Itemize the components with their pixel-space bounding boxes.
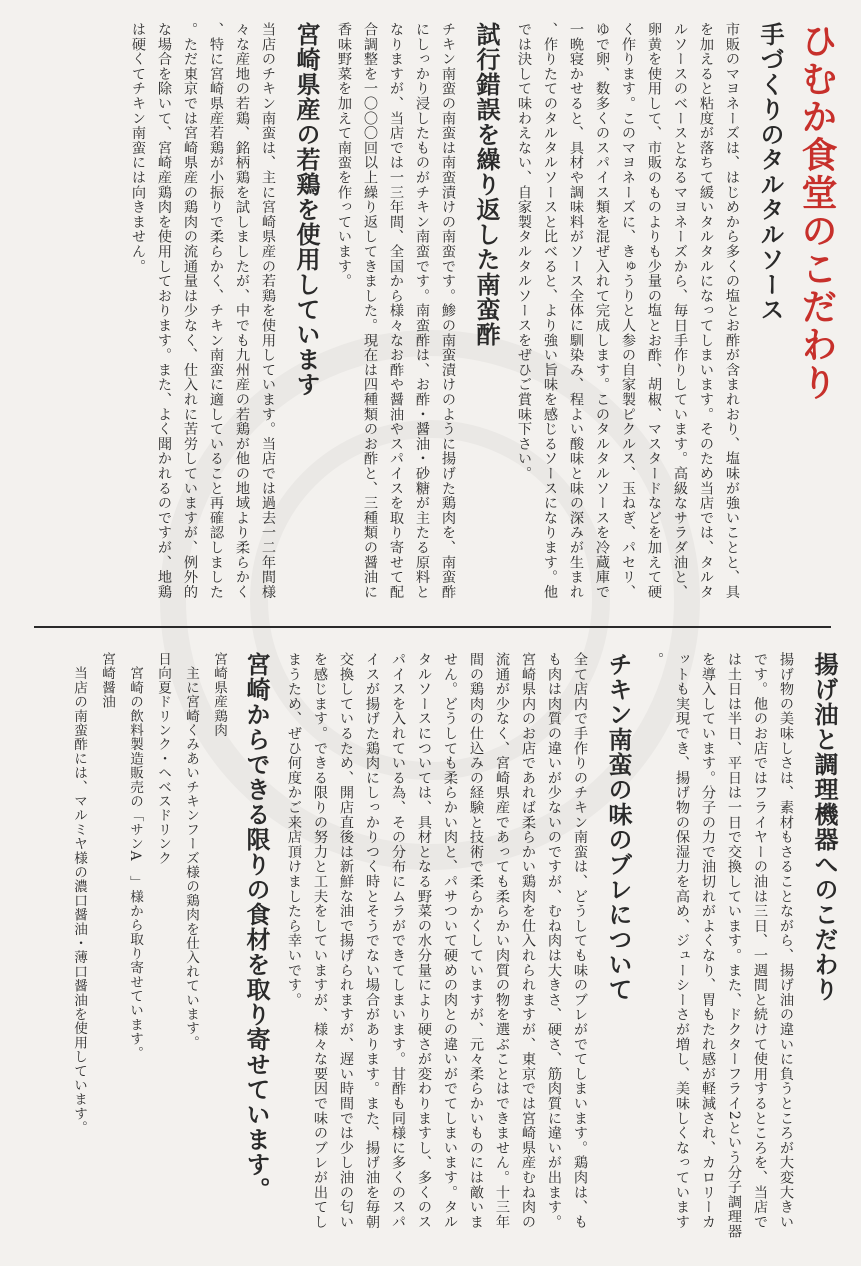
section-heading-tartar: 手づくりのタルタルソース — [756, 22, 785, 322]
source-item: 日向夏ドリンク・ヘベスドリンク — [155, 652, 171, 865]
section-body-miyazaki-chicken: 当店のチキン南蛮は、主に宮崎県産の若鶏を使用しています。当店では過去一二年間様々な産地の若鶏、銘柄鶏を試しましたが、中でも九州産の若鶏が他の地域より柔らかく、特に宮崎県産若鶏が小振りで柔らかく、チキン南蛮に適していること再確認しました。ただ東京では宮崎県産の鶏肉の流通量は少なく、仕入れに苦労していますが、例外的な場合を除いて、宮崎産鶏肉を使用しております。また、よく聞かれるのですが、地鶏は硬くてチキン南蛮には向きません。 — [130, 22, 276, 600]
source-detail: 主に宮崎くみあいチキンフーズ様の鶏肉を仕入れています。 — [183, 652, 199, 1050]
source-item: 宮崎県産鶏肉 — [211, 652, 227, 738]
source-detail: 当店の南蛮酢には、マルミヤ様の濃口醤油・薄口醤油を使用しています。 — [71, 652, 87, 1135]
section-heading-nanban-vinegar: 試行錯誤を繰り返した南蛮酢 — [472, 22, 501, 347]
section-heading-sourcing: 宮崎からできる限りの食材を取り寄せています。 — [242, 652, 271, 1202]
source-item: 宮崎醤油 — [99, 652, 115, 709]
section-heading-taste-variation: チキン南蛮の味のブレについて — [604, 652, 633, 1002]
section-body-tartar: 市販のマヨネーズは、はじめから多くの塩とお酢が含まれおり、塩味が強いことと、具を加えると粘度が落ちて緩いタルタルになってしまいます。そのため当店では、タルタルソースのベースとなるマヨネーズから、毎日手作りしています。高級なサラダ油と、卵黄を使用して、市販のものよりも少量の塩とお酢、胡椒、マスタードなどを加えて硬く作ります。このマヨネーズに、きゅうりと人参の自家製ピクルス、玉ねぎ、パセリ、ゆで卵、数多くのスパイス類を混ぜ入れて完成します。このタルタルソースを冷蔵庫で一晩寝かせると、具材や調味料がソース全体に馴染み、程よい酸味と味の深みが生まれ、作りたてのタルタルソースと比べると、より強い旨味を感じるソースになります。他では決して味わえない、自家製タルタルソースをぜひご賞味下さい。 — [516, 22, 740, 600]
section-body-taste-variation: 全て店内で手作りのチキン南蛮は、どうしても味のブレがでてしまいます。鶏肉は、もも肉は肉質の違いが少ないのですが、むね肉は大きさ、硬さ、筋肉質に違いが出ます。宮崎県内のお店であれば柔らかい鶏肉を仕入れられますが、東京では宮崎県産むね肉の流通が少なく、宮崎県産であっても柔らかい肉質の物を選ぶことはできません。十三年間の鶏肉の仕込みの経験と技術で柔らかくしていますが、元々柔らかいものには敵いません。どうしても柔らかい肉と、パサついて硬めの肉との違いがでてしまいます。タルタルソースについては、具材となる野菜の水分量により硬さが変わりますし、多くのスパイスを入れている為、その分布にムラができてしまいます。甘酢も同様に多くのスパイスが揚げた鶏肉にしっかりつく時とそうでない場合があります。また、揚げ油を毎朝交換しているため、開店直後は新鮮な油で揚げられますが、遅い時間では少し油の匂いを感じます。できる限りの努力と工夫をしていますが、様々な要因で味のブレが出てしまうため、ぜひ何度かご来店頂けましたら幸いです。 — [286, 652, 588, 1230]
section-heading-miyazaki-chicken: 宮崎県産の若鶏を使用しています — [292, 22, 321, 397]
section-body-frying-oil: 揚げ物の美味しさは、素材もさることながら、揚げ油の違いに負うところが大変大きいです。他のお店ではフライヤーの油は三日、一週間と続けて使用するところを、当店では土日は半日、平日は一日で交換しています。また、ドクターフライ2という分子調理器を導入しています。分子の力で油切れがよくなり、胃もたれ感が軽減され、カロリーカットも実現でき、揚げ物の保湿力を高め、ジューシーさが増し、美味しくなっています。 — [648, 652, 794, 1239]
section-body-nanban-vinegar: チキン南蛮の南蛮は南蛮漬けの南蛮です。鯵の南蛮漬けのように揚げた鶏肉を、南蛮酢にしっかり浸したものがチキン南蛮です。南蛮酢は、お酢・醤油・砂糖が主たる原料となりますが、当店では一三年間、全国から様々なお酢や醤油やスパイスを取り寄せて配合調整を一〇〇〇回以上繰り返してきました。現在は四種類のお酢と、三種類の醤油に香味野菜を加えて南蛮を作っています。 — [336, 22, 456, 600]
page-title: ひむか食堂のこだわり — [796, 22, 838, 402]
source-detail: 宮崎の飲料製造販売の「サンA 」様から取り寄せています。 — [127, 652, 143, 1061]
section-heading-frying-oil: 揚げ油と調理機器へのこだわり — [810, 652, 839, 1002]
horizontal-divider — [34, 626, 831, 628]
bottom-half — [28, 652, 841, 1252]
top-half — [28, 22, 841, 620]
